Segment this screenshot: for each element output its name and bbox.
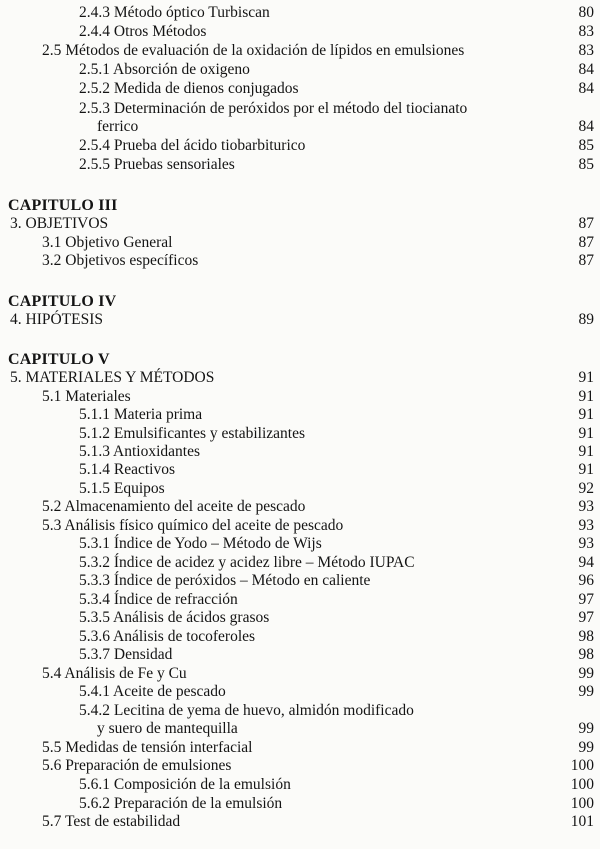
toc-entry (0, 516, 600, 535)
toc-entry (0, 233, 600, 252)
toc-entry (0, 608, 600, 627)
toc-entry (0, 590, 600, 609)
toc-entry (0, 442, 600, 461)
page-number: 93 (578, 535, 594, 552)
page-number: 100 (570, 776, 594, 793)
entry-title: 5.3.4 Índice de refracción (79, 591, 238, 608)
page-number: 99 (578, 739, 594, 756)
toc-entry (0, 368, 600, 387)
entry-title: 5.3 Análisis físico químico del aceite de pescado (42, 517, 344, 534)
entry-title: ferrico (97, 118, 139, 135)
page-number: 98 (578, 628, 594, 645)
page-number: 87 (578, 215, 594, 232)
page-number: 99 (578, 683, 594, 700)
toc-entry (0, 405, 600, 424)
page-number: 84 (578, 80, 594, 97)
entry-title: 3.2 Objetivos específicos (42, 252, 199, 269)
entry-title: 5.6.1 Composición de la emulsión (79, 776, 291, 793)
chapter-heading (0, 350, 600, 369)
toc-entry (0, 60, 600, 79)
page-number: 91 (578, 443, 594, 460)
page-number: 101 (570, 813, 594, 830)
entry-title: 4. HIPÓTESIS (10, 311, 104, 328)
entry-title: 5.1.4 Reactivos (79, 461, 175, 478)
entry-title: 5. MATERIALES Y MÉTODOS (10, 369, 215, 386)
page-number: 80 (578, 4, 594, 21)
toc-entry (0, 664, 600, 683)
toc-entry (0, 214, 600, 233)
entry-title: 5.4.1 Aceite de pescado (79, 683, 226, 700)
page-number: 91 (578, 388, 594, 405)
page-number: 99 (578, 720, 594, 737)
toc-entry (0, 424, 600, 443)
toc-entry (0, 497, 600, 516)
toc-entry (0, 719, 600, 738)
entry-title: 5.2 Almacenamiento del aceite de pescado (42, 498, 306, 515)
toc-entry (0, 3, 600, 22)
toc-entry (0, 41, 600, 60)
toc-entry (0, 701, 600, 720)
entry-title: 5.3.6 Análisis de tocoferoles (79, 628, 256, 645)
entry-title: CAPITULO III (8, 197, 118, 214)
entry-title: 2.5.5 Pruebas sensoriales (79, 156, 235, 173)
entry-title: 3. OBJETIVOS (10, 215, 109, 232)
page-number: 83 (578, 42, 594, 59)
toc-entry (0, 310, 600, 329)
toc-entry (0, 79, 600, 98)
entry-title: 5.6.2 Preparación de la emulsión (79, 795, 283, 812)
entry-title: 5.3.2 Índice de acidez y acidez libre – Método IUPAC (79, 554, 415, 571)
page-number: 94 (578, 554, 594, 571)
entry-title: 5.4.2 Lecitina de yema de huevo, almidón modificado (79, 702, 414, 719)
toc-entry (0, 645, 600, 664)
toc-entry (0, 775, 600, 794)
chapter-heading (0, 292, 600, 311)
entry-title: CAPITULO IV (8, 293, 117, 310)
toc-entry (0, 571, 600, 590)
entry-title: 5.1.1 Materia prima (79, 406, 203, 423)
page-number: 91 (578, 406, 594, 423)
page-number: 92 (578, 480, 594, 497)
toc-entry (0, 553, 600, 572)
toc-entry (0, 738, 600, 757)
entry-title: 2.5.3 Determinación de peróxidos por el método del tiocianato (79, 100, 468, 117)
page-number: 84 (578, 61, 594, 78)
entry-title: 2.5.2 Medida de dienos conjugados (79, 80, 299, 97)
page-number: 93 (578, 517, 594, 534)
page-number: 97 (578, 591, 594, 608)
entry-title: 5.3.3 Índice de peróxidos – Método en caliente (79, 572, 371, 589)
entry-title: 5.1 Materiales (42, 388, 131, 405)
toc-entry (0, 756, 600, 775)
page-number: 99 (578, 665, 594, 682)
entry-title: 5.3.7 Densidad (79, 646, 173, 663)
page-number: 85 (578, 137, 594, 154)
page-number: 87 (578, 252, 594, 269)
toc-entry (0, 460, 600, 479)
entry-title: 2.4.3 Método óptico Turbiscan (79, 4, 270, 21)
toc-entry (0, 387, 600, 406)
entry-title: 5.5 Medidas de tensión interfacial (42, 739, 253, 756)
toc-entry (0, 22, 600, 41)
page-number: 91 (578, 369, 594, 386)
toc-entry (0, 682, 600, 701)
page-number: 96 (578, 572, 594, 589)
page-number: 100 (570, 757, 594, 774)
page-number: 97 (578, 609, 594, 626)
page-number: 89 (578, 311, 594, 328)
entry-title: 5.4 Análisis de Fe y Cu (42, 665, 187, 682)
entry-title: 5.6 Preparación de emulsiones (42, 757, 232, 774)
page-number: 84 (578, 118, 594, 135)
toc-entry (0, 794, 600, 813)
page-number: 85 (578, 156, 594, 173)
toc-entry (0, 251, 600, 270)
toc-entry (0, 155, 600, 174)
page-number: 91 (578, 425, 594, 442)
page-number: 93 (578, 498, 594, 515)
page-number: 91 (578, 461, 594, 478)
entry-title: 5.7 Test de estabilidad (42, 813, 181, 830)
toc-entry (0, 812, 600, 831)
entry-title: CAPITULO V (8, 351, 110, 368)
page-number: 83 (578, 23, 594, 40)
toc-entry (0, 627, 600, 646)
page-number: 100 (570, 795, 594, 812)
entry-title: y suero de mantequilla (97, 720, 238, 737)
entry-title: 2.5.4 Prueba del ácido tiobarbiturico (79, 137, 306, 154)
entry-title: 5.1.5 Equipos (79, 480, 165, 497)
toc-entry (0, 117, 600, 136)
entry-title: 2.4.4 Otros Métodos (79, 23, 207, 40)
entry-title: 2.5.1 Absorción de oxigeno (79, 61, 250, 78)
toc-entry (0, 534, 600, 553)
toc-entry (0, 99, 600, 118)
toc-entry (0, 136, 600, 155)
entry-title: 5.3.5 Análisis de ácidos grasos (79, 609, 270, 626)
page-number: 87 (578, 234, 594, 251)
toc-entry (0, 479, 600, 498)
entry-title: 5.3.1 Índice de Yodo – Método de Wijs (79, 535, 322, 552)
entry-title: 2.5 Métodos de evaluación de la oxidación de lípidos en emulsiones (42, 42, 465, 59)
chapter-heading (0, 196, 600, 215)
entry-title: 5.1.3 Antioxidantes (79, 443, 200, 460)
entry-title: 3.1 Objetivo General (42, 234, 173, 251)
page-number: 98 (578, 646, 594, 663)
entry-title: 5.1.2 Emulsificantes y estabilizantes (79, 425, 305, 442)
